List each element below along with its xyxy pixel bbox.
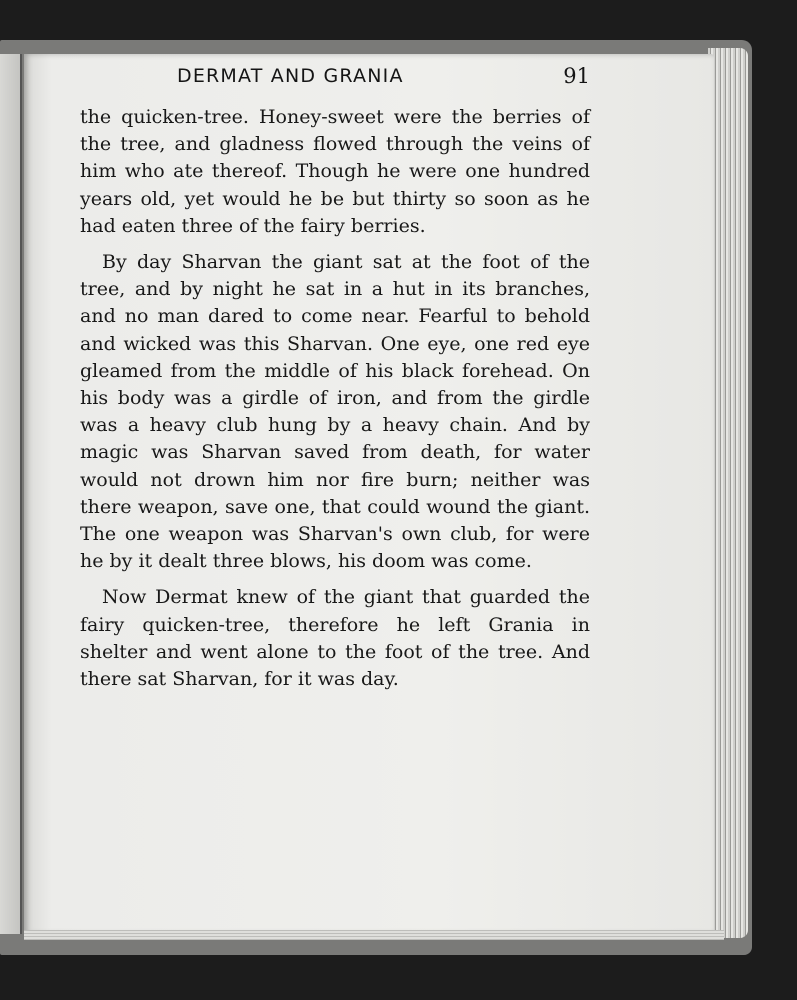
paragraph-2: By day Sharvan the giant sat at the foot of the tree, and by night he sat in a hut in its branches, and no man dared to come near. Fearful to behold and wicked was this Sharvan. One eye, one red eye gleamed from the middle of his black forehead. On his body was a girdle of iron, and from the girdle was a heavy club hung by a heavy chain. And by magic was Sharvan saved from death, for water would not drown him nor fire burn; neither was there weapon, save one, that could wound the giant. The one weapon was Sharvan's own club, for were he by it dealt three blows, his doom was come. <box>80 251 590 573</box>
facing-page-edge <box>0 54 22 934</box>
paragraph-3: Now Dermat knew of the giant that guarded the fairy quicken-tree, therefore he left Grania in shelter and went alone to the foot of the tree. And there sat Sharvan, for it was day. <box>80 586 590 691</box>
page-header <box>80 65 590 95</box>
page-bottom-edge <box>24 930 724 940</box>
body-text <box>80 104 590 702</box>
page-stack-edge <box>708 48 748 938</box>
running-title: DERMAT AND GRANIA <box>177 65 404 87</box>
page-number: 91 <box>563 64 590 88</box>
paragraph-1: the quicken-tree. Honey-sweet were the berries of the tree, and gladness flowed through the veins of him who ate thereof. Though he were one hundred years old, yet would he be but thirty so soon as he had eaten three of the fairy berries. <box>80 106 590 237</box>
